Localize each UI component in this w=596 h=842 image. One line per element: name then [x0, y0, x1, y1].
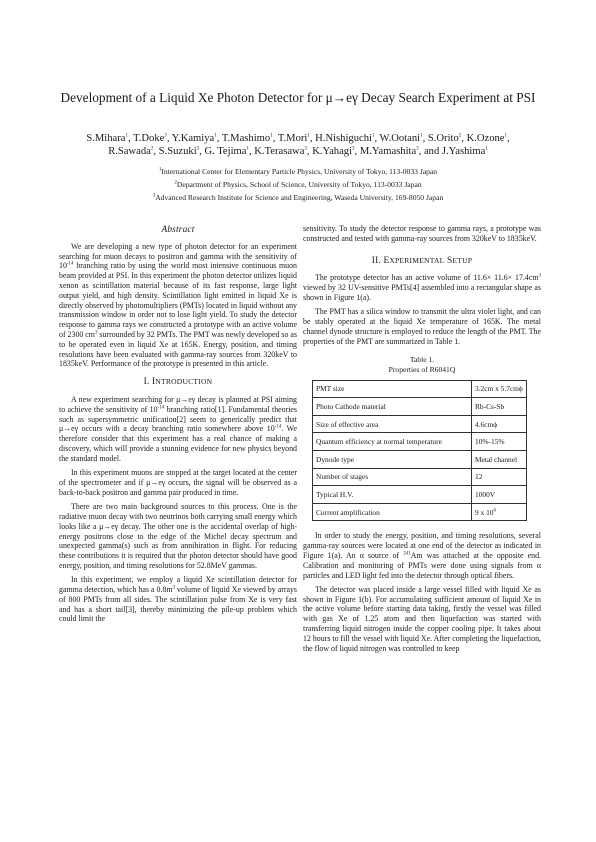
- author: S.Mihara$^1$,: [86, 133, 134, 144]
- table-row: Current amplification 9 x $10^6$: [313, 503, 527, 521]
- author: K.Yahagi$^3$,: [312, 146, 360, 157]
- table-row: Number of stages 12: [313, 468, 527, 486]
- table-row: Typical H.V. 1000V: [313, 486, 527, 504]
- author: G. Tejima$^1$,: [204, 146, 255, 157]
- section-heading-experimental-setup: II. EXPERIMENTAL SETUP: [371, 255, 473, 266]
- paper-title: Development of a Liquid Xe Photon Detector for μ→eγ Decay Search Experiment at PSI: [60, 90, 536, 105]
- left-column: [59, 224, 297, 629]
- abstract-paragraph: We are developing a new type of photon detector for an experiment searching for muon decays to positron and gamma with the sensitivity of $10^{-14}$ branching ratio by using the world most intensive continuous muon beam provided at PSI. In this experiment the photon detector utilizes liquid xenon as scintillation material because of its fast response, large light output yield, and high density. Scintillation light emitted in liquid Xe is directly observed by photomultipliers (PMTs) located in liquid without any transmission window in order not to lose light yield. To study the detector response to gamma rays we constructed a prototype with an active volume of 2300 $cm^3$ surrounded by 32 PMTs. The PMT was newly developed so as to be operated even in liquid Xe at 165K. Energy, position, and timing resolutions have been evaluated with gamma-ray sources from 320keV to 1835keV. Performance of the prototype is presented in this article.: [59, 241, 297, 369]
- author: W.Ootani$^1$,: [379, 133, 428, 144]
- author: R.Sawada$^2$,: [108, 146, 159, 157]
- affiliation-list: [44, 166, 552, 204]
- setup-paragraph: In order to study the energy, position, and timing resolutions, several gamma-ray sources were located at one end of the detector as indicated in Figure 1(a). An α source of $^{241}$Am was attached at the opposite end. Calibration and monitoring of PMTs were done using signals from α particles and LED light fed into the detector through optical fibers.: [303, 531, 542, 580]
- author: S.Orito$^2$,: [427, 133, 467, 144]
- setup-paragraph: The PMT has a silica window to transmit the ultra violet light, and can be stably operated at the liquid Xe temperature of 165K. The metal channel dynode structure is employed to reduce the length of the PMT. The properties of the PMT are summarized in Table 1.: [303, 307, 541, 346]
- table-row: Size of effective area 4.6cmϕ: [313, 415, 527, 433]
- author: K.Terasawa$^3$,: [254, 146, 313, 157]
- affiliation: $^3$Advanced Research Institute for Science and Engineering, Waseda University, 169-8050 Japan: [152, 192, 444, 202]
- section-heading-introduction: I. INTRODUCTION: [143, 377, 213, 388]
- affiliation: $^1$International Center for Elementary Particle Physics, University of Tokyo, 113-0033 Japan: [158, 167, 438, 176]
- intro-paragraph-continued: sensitivity. To study the detector response to gamma rays, a prototype was constructed and tested with gamma-ray sources from 320keV to 1835keV.: [303, 224, 541, 243]
- table-caption: Table 1. Properties of R6041Q: [388, 354, 456, 374]
- author: S.Suzuki$^3$,: [158, 146, 205, 157]
- author: K.Ozone$^1$,: [466, 133, 510, 144]
- author: T.Doke$^3$,: [133, 133, 172, 144]
- intro-paragraph: In this experiment, we employ a liquid Xe scintillation detector for gamma detection, which has a $0.8m^3$ volume of liquid Xe viewed by arrays of 800 PMTs from all sides. The scintillation pulse from Xe is very fast and has a short tail[3], thereby minimizing the pile-up problem which could limit the: [59, 575, 297, 624]
- author: T.Mashimo$^1$,: [221, 133, 278, 144]
- setup-paragraph: The detector was placed inside a large vessel filled with liquid Xe as shown in Figure 1(b). For accumulating sufficient amount of liquid Xe in the active volume before starting data taking, firstly the vessel was filled with gas Xe of 1.25 atom and then liquefaction was started with transferring liquid nitrogen inside the copper cooling pipe. It takes about 12 hours to fill the vessel with liquid Xe. After completing the liquefaction, the flow of liquid nitrogen was controlled to keep: [303, 584, 541, 653]
- author: T.Mori$^1$,: [277, 133, 316, 144]
- table-row: Quantum efficiency at normal temperature 10%-15%: [313, 433, 527, 451]
- author-list: [44, 132, 552, 158]
- intro-paragraph: In this experiment muons are stopped at the target located at the center of the spectrometer and if μ→eγ occurs, the signal will be observed as a back-to-back positron and gamma pair produced in time.: [59, 468, 297, 497]
- author: Y.Kamiya$^1$,: [171, 133, 222, 144]
- table-row: PMT size 3.2cm x 5.7cmϕ: [313, 380, 527, 398]
- right-column: [303, 224, 541, 658]
- table-row: Dynode type Metal channel: [313, 450, 527, 468]
- pmt-properties-table: [312, 380, 527, 522]
- author: H.Nishiguchi$^1$,: [315, 133, 380, 144]
- author: M.Yamashita$^3$, and: [359, 146, 442, 157]
- affiliation: $^2$Department of Physics, School of Science, University of Tokyo, 113-0033 Japan: [174, 179, 422, 189]
- author: J.Yashima$^1$: [441, 146, 488, 157]
- abstract-heading: Abstract: [161, 225, 195, 235]
- intro-paragraph: A new experiment searching for μ→eγ decay is planned at PSI aiming to achieve the sensitivity of $10^{-14}$ branching ratio[1]. Fundamental theories such as supersymmetric unification[2] seem to generically predict that μ→eγ occurs with a decay branching ratio somewhere above $10^{-14}$. We therefore consider that this experiment has a real chance of making a discovery, which will provide a stunning evidence for new physics beyond the standard model.: [59, 394, 297, 463]
- table-row: Photo Cathode material Rb-Cs-Sb: [313, 398, 527, 416]
- setup-paragraph: The prototype detector has an active volume of $11.6\times 11.6\times 17.4cm^3$ viewed by 32 UV-sensitive PMTs[4] assembled into a rectangular shape as shown in Figure 1(a).: [303, 273, 541, 302]
- intro-paragraph: There are two main background sources to this process. One is the radiative muon decay with two neutrinos both carrying small energy which looks like a μ→eγ decay. The other one is the accidental overlap of high-energy positrons close to the edge of the Michel decay spectrum and unexpected gamma(s) such as from annihiration in flight. For reducing these contributions it is required that the photon detector should have good energy, position, and timing resolutions for 52.8MeV gammas.: [59, 502, 297, 570]
